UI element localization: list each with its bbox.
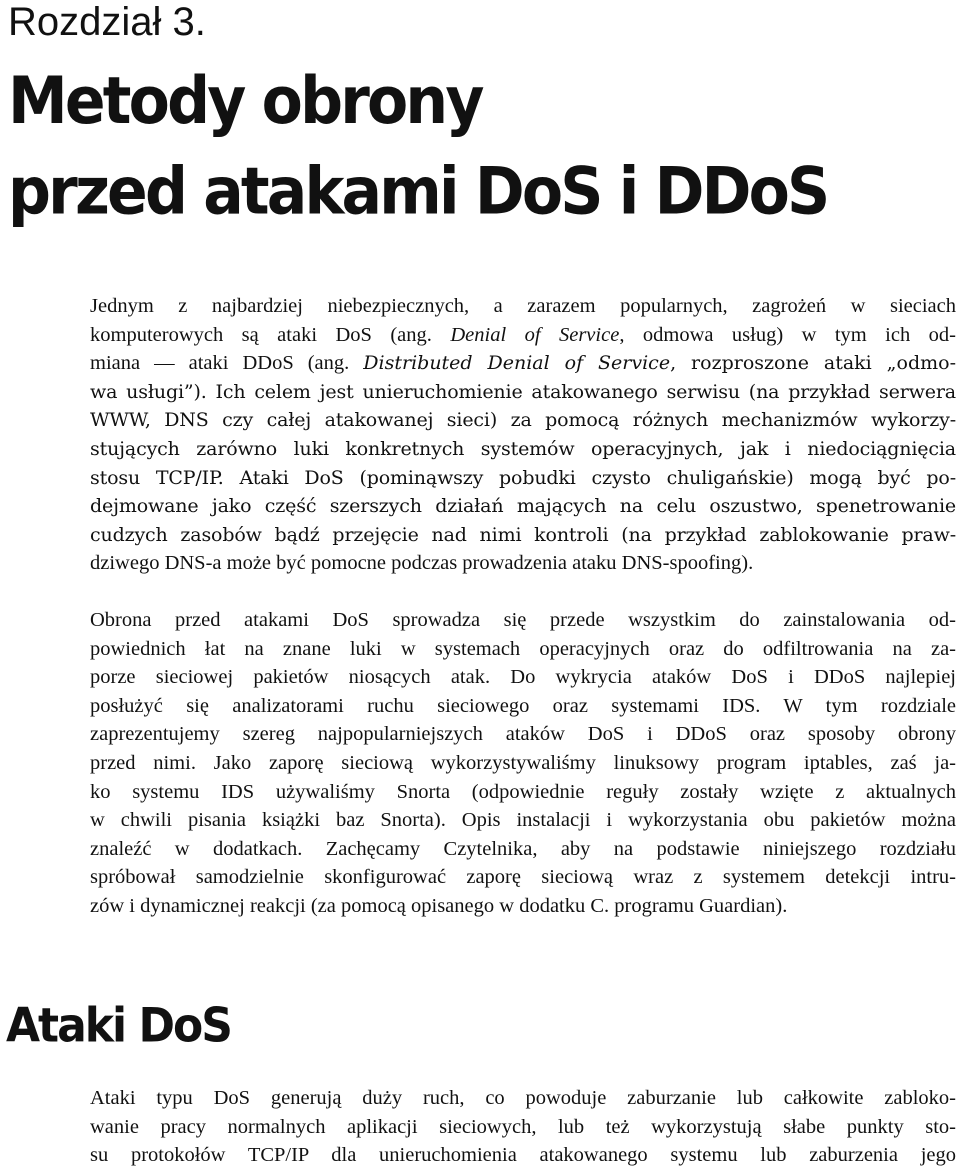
paragraph-line: powiednich łat na znane luki w systemach operacyjnych oraz do odfiltrowania na za-	[90, 637, 956, 660]
paragraph-line: przed nimi. Jako zaporę sieciową wykorzystywaliśmy linuksowy program iptables, zaś ja-	[90, 751, 956, 774]
paragraph-line	[90, 349, 956, 378]
term-distributed-denial-of-service: Distributed Denial of Service	[363, 352, 671, 375]
paragraph-line: Jednym z najbardziej niebezpiecznych, a zarazem popularnych, zagrożeń w sieciach	[90, 295, 956, 317]
paragraph-line: porze sieciowej pakietów niosących atak. Do wykrycia ataków DoS i DDoS najlepiej	[90, 666, 956, 689]
paragraph-line: WWW, DNS czy całej atakowanej sieci) za pomocą różnych mechanizmów wykorzy-	[90, 409, 956, 432]
section-title: Ataki DoS	[6, 998, 231, 1054]
paragraph-line: Ataki typu DoS generują duży ruch, co powoduje zaburzanie lub całkowite zabloko-	[90, 1087, 956, 1109]
paragraph-line: cudzych zasobów bądź przejęcie nad nimi kontroli (na przykład zablokowanie praw-	[90, 523, 956, 546]
text-run: Ich celem jest unieruchomienie atakowanego serwisu (na przykład serwera	[215, 380, 956, 403]
paragraph-line: stujących zarówno luki konkretnych systemów operacyjnych, jak i niedociągnięcia	[90, 437, 956, 460]
paragraph-dos-attacks	[90, 1084, 956, 1170]
paragraph-line: zów i dynamicznej reakcji (za pomocą opisanego w dodatku C. programu Guardian).	[90, 894, 788, 917]
term-denial-of-service: Denial of Service	[450, 323, 620, 346]
paragraph-line: ko systemu IDS używaliśmy Snorta (odpowiednie reguły zostały wzięte z aktualnych	[90, 780, 956, 803]
paragraph-line: zaprezentujemy szereg najpopularniejszych ataków DoS i DDoS oraz sposoby obrony	[90, 723, 956, 746]
chapter-label: Rozdział 3.	[8, 0, 206, 44]
paragraph-line: znaleźć w dodatkach. Zachęcamy Czytelnika, aby na podstawie niniejszego rozdziału	[90, 837, 956, 860]
paragraph-line: su protokołów TCP/IP dla unieruchomienia atakowanego systemu lub zaburzenia jego	[90, 1144, 956, 1167]
paragraph-line: dziwego DNS-a może być pomocne podczas prowadzenia ataku DNS-spoofing).	[90, 552, 754, 575]
text-run: miana — ataki DDoS (ang.	[90, 352, 364, 375]
paragraph-line: stosu TCP/IP. Ataki DoS (pominąwszy pobudki czysto chuligańskie) mogą być po-	[90, 466, 956, 489]
paragraph-intro	[90, 292, 956, 578]
paragraph-line	[90, 321, 956, 350]
chapter-title-line-1: Metody obrony	[8, 63, 482, 140]
paragraph-line: dejmowane jako część szerszych działań mających na celu oszustwo, spenetrowanie	[90, 495, 956, 518]
paragraph-line	[90, 378, 956, 407]
chapter-title	[8, 56, 958, 237]
text-run: , rozproszone ataki „odmo-	[670, 352, 956, 375]
text-run: , odmowa usług) w tym ich od-	[619, 323, 956, 346]
text-run: komputerowych są ataki DoS (ang.	[90, 323, 451, 346]
paragraph-line: w chwili pisania książki baz Snorta). Opis instalacji i wykorzystania obu pakietów można	[90, 809, 956, 832]
text-run: wa usługi”).	[90, 380, 216, 403]
paragraph-line: wanie pracy normalnych aplikacji sieciowych, lub też wykorzystują słabe punkty sto-	[90, 1115, 956, 1138]
paragraph-line: Obrona przed atakami DoS sprowadza się przede wszystkim do zainstalowania od-	[90, 609, 956, 631]
paragraph-defense	[90, 606, 956, 921]
paragraph-line: posłużyć się analizatorami ruchu sieciowego oraz systemami IDS. W tym rozdziale	[90, 694, 956, 717]
paragraph-line: spróbował samodzielnie skonfigurować zaporę sieciową wraz z systemem detekcji intru-	[90, 866, 956, 889]
chapter-title-line-2: przed atakami DoS i DDoS	[8, 154, 828, 230]
